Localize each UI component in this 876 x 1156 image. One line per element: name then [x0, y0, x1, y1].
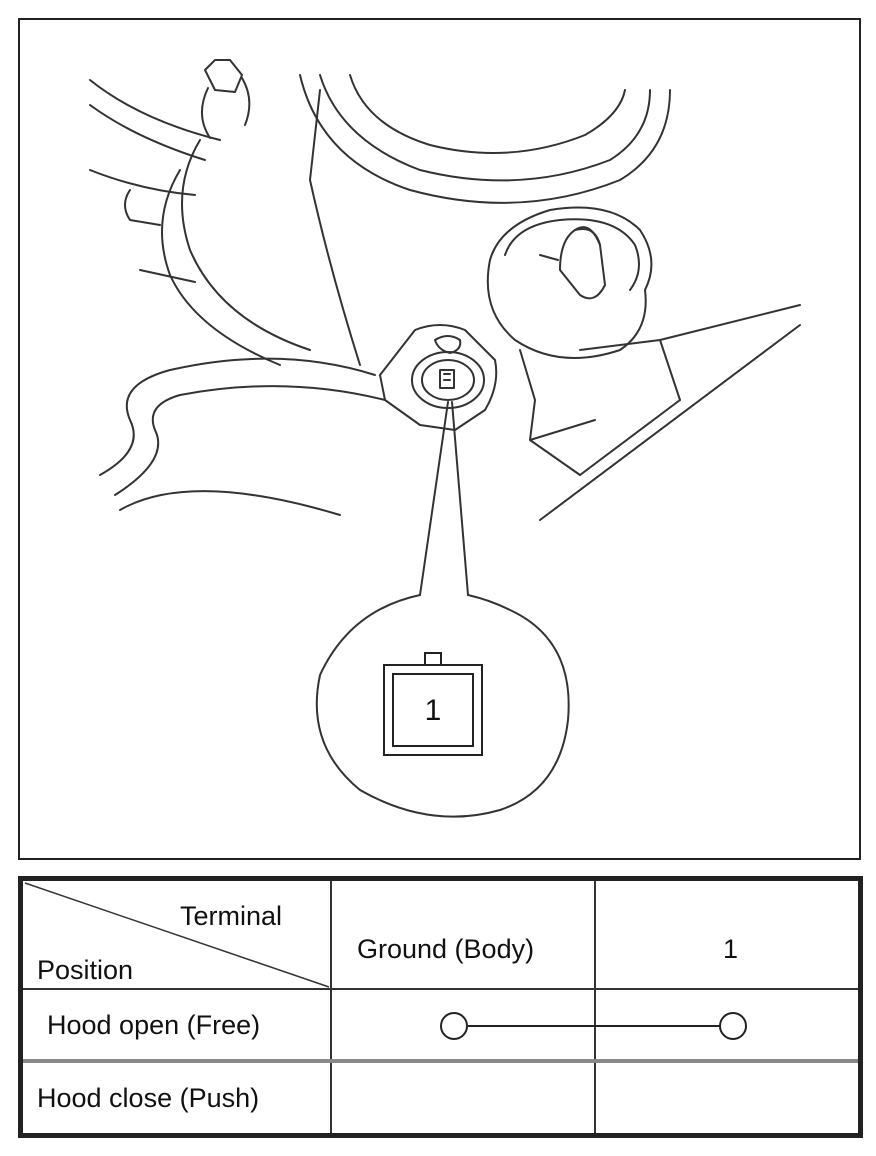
- hood-switch-illustration: [20, 20, 859, 858]
- connector-terminal-number: 1: [424, 694, 442, 727]
- row-hood-open: Hood open (Free): [47, 1010, 261, 1040]
- header-position: Position: [37, 955, 134, 985]
- continuity-table: [18, 876, 863, 1138]
- ground-terminal-node: [441, 1013, 467, 1039]
- column-ground-body: Ground (Body): [357, 934, 535, 964]
- connector-latch: [425, 653, 441, 665]
- terminal-1-node: [720, 1013, 746, 1039]
- header-terminal: Terminal: [180, 901, 283, 931]
- column-terminal-1: 1: [723, 934, 739, 964]
- component-diagram: [18, 18, 861, 860]
- continuity-indicator: [441, 1013, 746, 1039]
- row-hood-close: Hood close (Push): [37, 1083, 260, 1113]
